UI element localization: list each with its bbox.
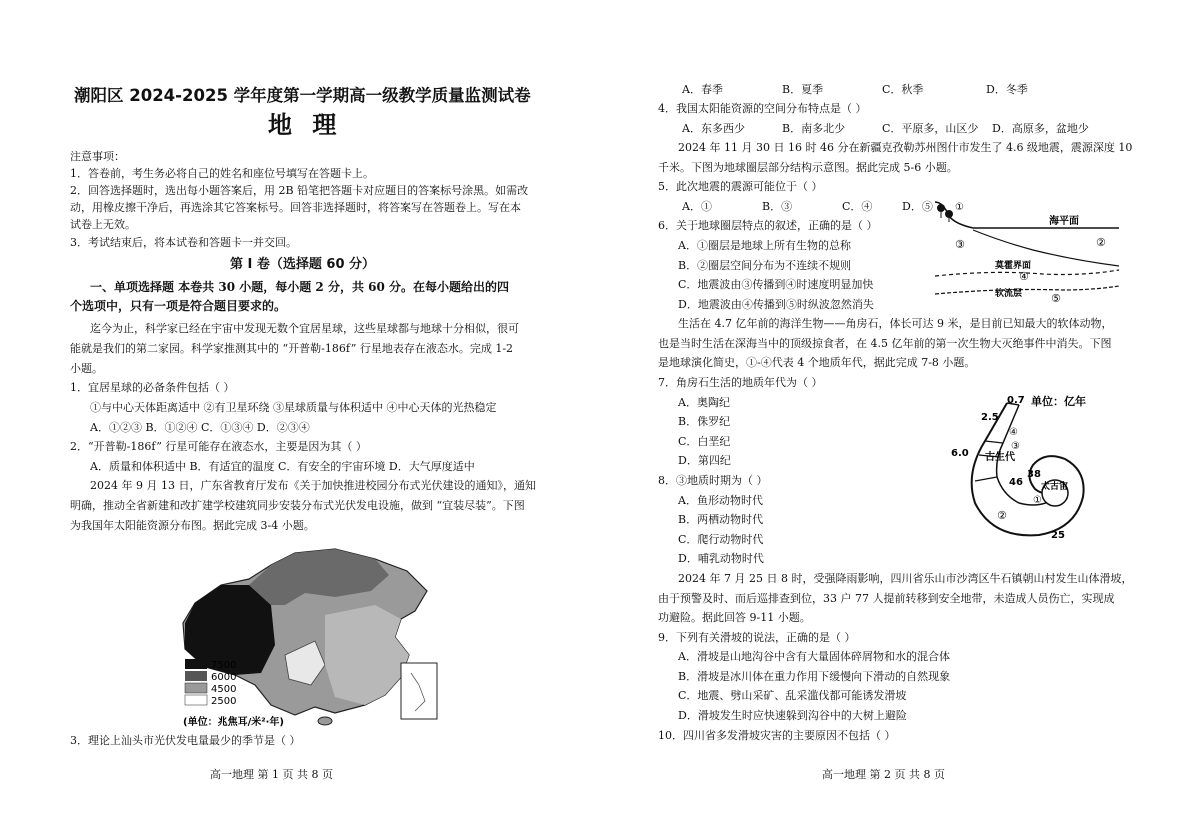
- section-title: 第 Ⅰ 卷（选择题 60 分）: [230, 257, 376, 272]
- choice: A．奥陶纪: [678, 396, 730, 409]
- spiral-unit: 单位：亿年: [1031, 395, 1086, 408]
- passage-line: 由于预警及时、而后巡排查到位，33 户 77 人提前转移到安全地带，未造成人员伤亡，实现成: [658, 592, 1115, 605]
- earth-layers-diagram: [933, 190, 1121, 310]
- choice: B．两栖动物时代: [678, 513, 764, 526]
- question-1-options: ①与中心天体距离适中 ②有卫星环绕 ③星球质量与体积适中 ④中心天体的光热稳定: [90, 401, 497, 414]
- map-unit: (单位：兆焦耳/米²·年): [183, 717, 284, 728]
- choice: A．滑坡是山地沟谷中含有大量固体碎屑物和水的混合体: [678, 650, 950, 663]
- legend-label: 4500: [211, 684, 237, 695]
- question-3: 3．理论上汕头市光伏发电量最少的季节是（ ）: [70, 734, 301, 747]
- era-marker: ②: [997, 509, 1007, 522]
- question-2: 2．“开普勒-186f” 行星可能存在液态水，主要是因为其（ ）: [70, 440, 367, 453]
- choice: C．爬行动物时代: [678, 533, 764, 546]
- notice-line: 2．回答选择题时，选出每小题答案后，用 2B 铅笔把答题卡对应题目的答案标号涂黑。如需改: [70, 184, 529, 197]
- passage-line: 是地球演化简史，①-④代表 4 个地质年代，据此完成 7-8 小题。: [658, 356, 976, 369]
- layer-marker: ⑤: [1051, 292, 1061, 305]
- passage-line: 能就是我们的第二家园。科学家推测其中的 “开普勒-186f” 行星地表存在液态水。完成 1-2: [70, 342, 514, 355]
- choice: B．③: [762, 200, 793, 213]
- notice-line: 动，用橡皮擦干净后，再选涂其它答案标号。回答非选择题时，将答案写在答题卷上。写在本: [70, 201, 521, 214]
- page-footer: 高一地理 第 1 页 共 8 页: [210, 768, 333, 781]
- question-8: 8．③地质时期为（ ）: [658, 474, 768, 487]
- choice: B．②圈层空间分布为不连续不规则: [678, 259, 852, 272]
- question-5: 5．此次地震的震源可能位于（ ）: [658, 180, 823, 193]
- question-7: 7．角房石生活的地质年代为（ ）: [658, 376, 823, 389]
- choice: A．东多西少: [682, 122, 745, 135]
- question-1: 1．宜居星球的必备条件包括（ ）: [70, 381, 235, 394]
- choice: A．①: [682, 200, 712, 213]
- legend-swatch-2500: [185, 695, 207, 705]
- choice: C．平原多，山区少: [882, 122, 979, 135]
- passage-line: 千米。下图为地球圈层部分结构示意图。据此完成 5-6 小题。: [658, 161, 958, 174]
- spiral-value: 46: [1009, 477, 1023, 488]
- notice-line: 1．答卷前，考生务必将自己的姓名和座位号填写在答题卡上。: [70, 167, 374, 180]
- spiral-value: 6.0: [951, 448, 969, 459]
- instruction-line: 个选项中，只有一项是符合题目要求的。: [70, 299, 287, 313]
- choice: D．冬季: [986, 83, 1028, 96]
- choice: D．滑坡发生时应快速躲到沟谷中的大树上避险: [678, 709, 907, 722]
- legend-swatch-4500: [185, 683, 207, 693]
- asthenosphere-label: 软流层: [995, 289, 1023, 299]
- tree-icon: [937, 204, 945, 218]
- page-footer: 高一地理 第 2 页 共 8 页: [822, 768, 945, 781]
- choice: D．第四纪: [678, 454, 731, 467]
- notice-line: 试卷上无效。: [70, 218, 136, 231]
- question-6: 6．关于地球圈层特点的叙述，正确的是（ ）: [658, 219, 878, 232]
- hainan-island: [318, 717, 332, 725]
- legend-swatch-6000: [185, 671, 207, 681]
- layer-marker: ②: [1096, 236, 1106, 249]
- passage-line: 迄今为止，科学家已经在宇宙中发现无数个宜居星球，这些星球都与地球十分相似，很可: [90, 322, 519, 335]
- era-label: 古生代: [985, 452, 1015, 463]
- choice: D．哺乳动物时代: [678, 552, 764, 565]
- layer-marker: ③: [955, 238, 965, 251]
- choice: C．地震波由③传播到④时速度明显加快: [678, 278, 874, 291]
- notice-line: 3．考试结束后，将本试卷和答题卡一并交回。: [70, 236, 297, 249]
- era-label: 太古宙: [1041, 482, 1069, 492]
- choice: A．鱼形动物时代: [678, 494, 763, 507]
- question-4: 4．我国太阳能资源的空间分布特点是（ ）: [658, 102, 867, 115]
- legend-label: 6000: [211, 672, 237, 683]
- choice: B．滑坡是冰川体在重力作用下缓慢向下滑动的自然现象: [678, 670, 951, 683]
- exam-title: 潮阳区 2024-2025 学年度第一学期高一级教学质量监测试卷: [74, 86, 531, 105]
- layer-marker: ①: [955, 202, 964, 213]
- passage-line: 2024 年 9 月 13 日，广东省教育厅发布《关于加快推进校园分布式光伏建设的通知》，通知: [90, 479, 536, 492]
- moho-label: 莫霍界面: [995, 261, 1032, 271]
- choice: C．④: [842, 200, 873, 213]
- spiral-value: 2.5: [981, 412, 999, 423]
- south-sea-inset: [401, 663, 437, 719]
- choice: B．夏季: [782, 83, 824, 96]
- passage-line: 也是当时生活在深海当中的顶级掠食者，在 4.5 亿年前的第一次生物大灭绝事件中消失。下图: [658, 337, 1112, 350]
- era-marker: ③: [1011, 441, 1020, 452]
- choice: B．侏罗纪: [678, 415, 731, 428]
- sea-level-label: 海平面: [1049, 216, 1079, 227]
- era-marker: ④: [1009, 427, 1018, 438]
- question-10: 10．四川省多发滑坡灾害的主要原因不包括（ ）: [658, 729, 896, 742]
- question-2-choices: A．质量和体积适中 B．有适宜的温度 C．有安全的宇宙环境 D．大气厚度适中: [90, 460, 475, 473]
- geologic-time-spiral: [945, 393, 1120, 548]
- passage-line: 2024 年 7 月 25 日 8 时，受强降雨影响，四川省乐山市沙湾区牛石镇朝山村发生山体滑坡，: [678, 572, 1133, 585]
- era-marker: ①: [1033, 495, 1042, 506]
- legend-swatch-7500: [185, 659, 207, 669]
- legend-label: 2500: [211, 696, 237, 707]
- legend-label: 7500: [211, 660, 237, 671]
- choice: C．地震、劈山采矿、乱采滥伐都可能诱发滑坡: [678, 689, 907, 702]
- spiral-value: 0.7: [1007, 395, 1025, 406]
- region-mid: [325, 605, 409, 705]
- passage-line: 小题。: [70, 362, 103, 375]
- instruction-line: 一、单项选择题 本卷共 30 小题，每小题 2 分，共 60 分。在每小题给出的四: [90, 280, 509, 294]
- passage-line: 2024 年 11 月 30 日 16 时 46 分在新疆克孜勒苏州图什市发生了 4.6 级地震，震源深度 10: [678, 141, 1133, 154]
- choice: D．地震波由④传播到⑤时纵波忽然消失: [678, 298, 874, 311]
- question-9: 9．下列有关滑坡的说法，正确的是（ ）: [658, 631, 856, 644]
- choice: A．①圈层是地球上所有生物的总称: [678, 239, 851, 252]
- subject-title: 地 理: [268, 110, 343, 139]
- spiral-value: 25: [1051, 530, 1065, 541]
- passage-line: 生活在 4.7 亿年前的海洋生物——角房石，体长可达 9 米，是目前已知最大的软体动物，: [678, 317, 1113, 330]
- choice: C．白垩纪: [678, 435, 731, 448]
- choice: A．春季: [682, 83, 723, 96]
- question-1-choices: A．①②③ B．①②④ C．①③④ D．②③④: [90, 421, 310, 434]
- spiral-value: 38: [1027, 469, 1041, 480]
- choice: D．⑤: [902, 200, 933, 213]
- passage-line: 为我国年太阳能资源分布图。据此完成 3-4 小题。: [70, 519, 315, 532]
- tree-icon: [945, 210, 953, 222]
- page-2: [600, 0, 1200, 831]
- layer-marker: ④: [1019, 270, 1029, 283]
- solar-resource-map: [175, 545, 445, 735]
- choice: D．高原多，盆地少: [992, 122, 1089, 135]
- passage-line: 明确，推动全省新建和改扩建学校建筑同步安装分布式光伏发电设施，做到 “宜装尽装”。下图: [70, 499, 525, 512]
- passage-line: 功避险。据此回答 9-11 小题。: [658, 611, 811, 624]
- notice-heading: 注意事项：: [70, 150, 125, 163]
- choice: C．秋季: [882, 83, 924, 96]
- choice: B．南多北少: [782, 122, 846, 135]
